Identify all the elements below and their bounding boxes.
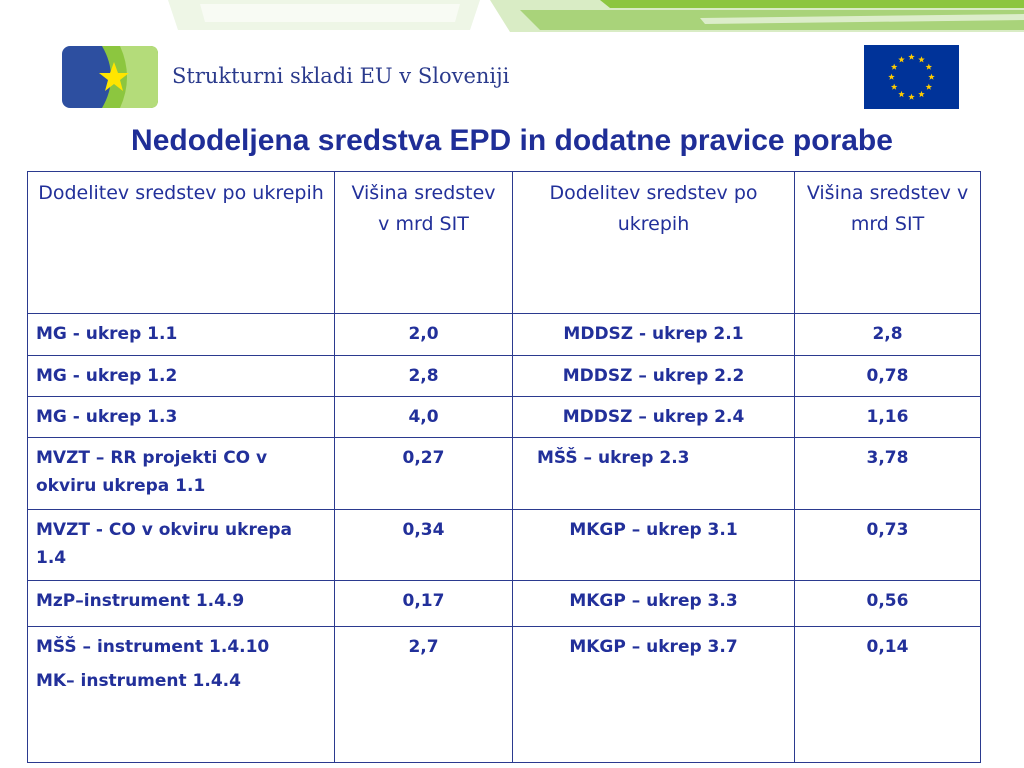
table-cell-measure: MKGP – ukrep 3.7 [513,627,795,763]
table-cell-amount: 2,8 [795,314,981,356]
eu-flag-icon [864,45,959,109]
table-row [28,397,981,438]
table-cell-amount: 4,0 [335,397,513,438]
column-header: Višina sredstev v mrd SIT [335,172,513,314]
table-cell-measure: MDDSZ - ukrep 2.1 [513,314,795,356]
table-cell-amount: 2,7 [335,627,513,763]
table-row [28,314,981,356]
table-cell-measure: MŠŠ – ukrep 2.3 [513,438,795,510]
table-cell-measure: MKGP – ukrep 3.1 [513,510,795,581]
table-cell-measure: MDDSZ – ukrep 2.2 [513,356,795,397]
table-cell-measure: MG - ukrep 1.3 [28,397,335,438]
table-cell-measure: MzP–instrument 1.4.9 [28,581,335,627]
table-cell-amount: 0,56 [795,581,981,627]
table-cell-amount: 1,16 [795,397,981,438]
table-cell-amount: 0,14 [795,627,981,763]
table-row [28,581,981,627]
table-row [28,356,981,397]
brand-text: Strukturni skladi EU v Sloveniji [172,64,510,88]
page-title: Nedodeljena sredstva EPD in dodatne pravice porabe [131,124,893,157]
table-cell-amount: 0,17 [335,581,513,627]
table-header-row [28,172,981,314]
table-row [28,510,981,581]
table-cell-measure: MVZT - CO v okviru ukrepa 1.4 [28,510,335,581]
table-cell-measure: MVZT – RR projekti CO v okviru ukrepa 1.1 [28,438,335,510]
table-cell-measure: MKGP – ukrep 3.3 [513,581,795,627]
measure-line: MK– instrument 1.4.4 [36,671,241,691]
top-decoration [0,0,1024,32]
table-cell-measure: MDDSZ – ukrep 2.4 [513,397,795,438]
table-cell-amount: 0,34 [335,510,513,581]
table-cell-amount: 0,27 [335,438,513,510]
column-header: Višina sredstev v mrd SIT [795,172,981,314]
measure-line: MŠŠ – instrument 1.4.10 [36,637,270,657]
column-header: Dodelitev sredstev po ukrepih [28,172,335,314]
table-cell-amount: 3,78 [795,438,981,510]
table-row [28,627,981,763]
column-header: Dodelitev sredstev po ukrepih [513,172,795,314]
table-cell-measure: MG - ukrep 1.2 [28,356,335,397]
table-cell-amount: 2,8 [335,356,513,397]
star-logo-icon [62,46,158,108]
table-cell-measure: MG - ukrep 1.1 [28,314,335,356]
funding-table [27,171,981,763]
table-cell-amount: 0,78 [795,356,981,397]
table-cell-amount: 2,0 [335,314,513,356]
table-cell-amount: 0,73 [795,510,981,581]
table-row [28,438,981,510]
table-cell-measure [28,627,335,763]
